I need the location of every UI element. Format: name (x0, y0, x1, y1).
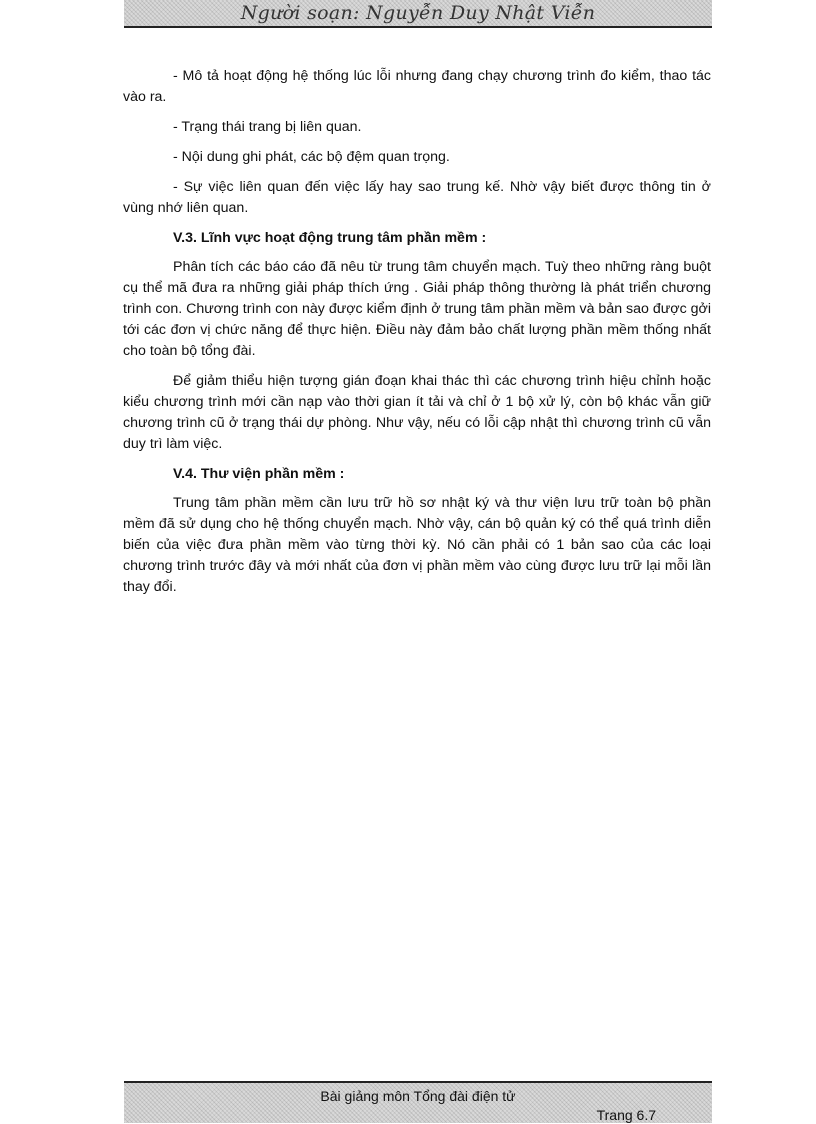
section-heading-v4: V.4. Thư viện phần mềm : (173, 466, 345, 482)
paragraph-record-content: - Nội dung ghi phát, các bộ đệm quan trọng. (173, 149, 450, 165)
page-header (124, 0, 712, 28)
page-number: Trang 6.7 (596, 1107, 656, 1123)
paragraph-trunk-events: - Sự việc liên quan đến việc lấy hay sao trung kế. Nhờ vậy biết được thông tin ở vùng nhớ liên quan. (123, 179, 711, 216)
paragraph-software-library: Trung tâm phần mềm cần lưu trữ hồ sơ nhật ký và thư viện lưu trữ toàn bộ phần mềm đã sử dụng cho hệ thống chuyển mạch. Nhờ vậy, cán bộ quản ký có thể quá trình diễn biến của việc đưa phần mềm vào từng thời kỳ. Nó cần phải có 1 bản sao của các loại chương trình trước đây và mới nhất của đơn vị phần mềm vào cùng được lưu trữ lại mỗi lần thay đổi. (123, 495, 711, 595)
paragraph-report-analysis: Phân tích các báo cáo đã nêu từ trung tâm chuyển mạch. Tuỳ theo những ràng buột cụ thể mã đưa ra những giải pháp thích ứng . Giải pháp thông thường là phát triển chương trình con. Chương trình con này được kiểm định ở trung tâm phần mềm và bản sao được gởi tới các đơn vị chức năng để thực hiện. Điều này đảm bảo chất lượng phần mềm thống nhất cho toàn bộ tổng đài. (123, 259, 711, 359)
document-body (123, 66, 711, 607)
paragraph-equipment-state: - Trạng thái trang bị liên quan. (173, 119, 362, 135)
section-heading-v3: V.3. Lĩnh vực hoạt động trung tâm phần mềm : (173, 230, 487, 246)
page-footer (124, 1081, 712, 1123)
paragraph-interruption-minimizing: Để giảm thiểu hiện tượng gián đoạn khai thác thì các chương trình hiệu chỉnh hoặc kiểu chương trình mới cần nạp vào thời gian ít tải và chỉ ở 1 bộ xử lý, còn bộ khác vẫn giữ chương trình cũ ở trạng thái dự phòng. Như vậy, nếu có lỗi cập nhật thì chương trình cũ vẫn duy trì làm việc. (123, 373, 711, 452)
course-title: Bài giảng môn Tổng đài điện tử (320, 1088, 516, 1104)
author-line: Người soạn: Nguyễn Duy Nhật Viễn (240, 2, 596, 24)
paragraph-error-description: - Mô tả hoạt động hệ thống lúc lỗi nhưng đang chạy chương trình đo kiểm, thao tác vào ra. (123, 68, 711, 105)
